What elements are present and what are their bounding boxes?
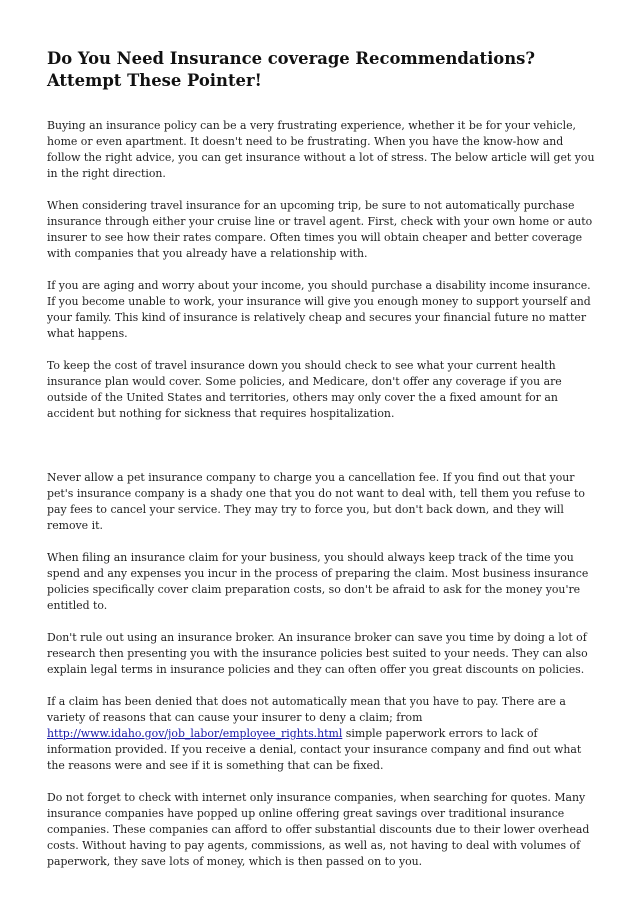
paragraph-pet-insurance: Never allow a pet insurance company to charge you a cancellation fee. If you find out that your pet's insurance company is a shady one that you do not want to deal with, tell them you refuse to pay fees to cancel your service. They may try to force you, but don't back down, and they will remove it. <box>47 471 585 532</box>
paragraph-online-insurers: Do not forget to check with internet only insurance companies, when searching for quotes. Many insurance companies have popped up online offering great savings over traditional insurance companies. These companies can afford to offer substantial discounts due to their lower overhead costs. Without having to pay agents, commissions, as well as, not having to deal with volumes of paperwork, they save lots of money, which is then passed on to you. <box>47 791 590 868</box>
paragraph-disability-insurance: If you are aging and worry about your income, you should purchase a disability income insurance. If you become unable to work, your insurance will give you enough money to support yourself and your family. This kind of insurance is relatively cheap and secures your financial future no matter what happens. <box>47 279 591 340</box>
paragraph-travel-insurance: When considering travel insurance for an upcoming trip, be sure to not automatically purchase insurance through either your cruise line or travel agent. First, check with your own home or auto insurer to see how their rates compare. Often times you will obtain cheaper and better coverage with companies that you already have a relationship with. <box>47 199 593 260</box>
employee-rights-link[interactable]: http://www.idaho.gov/job_labor/employee_rights.html <box>47 727 343 740</box>
paragraph-intro: Buying an insurance policy can be a very frustrating experience, whether it be for your vehicle, home or even apartment. It doesn't need to be frustrating. When you have the know-how and follow the right advice, you can get insurance without a lot of stress. The below article will get you in the right direction. <box>47 119 595 180</box>
denied-claim-text-after: simple paperwork errors to lack of information provided. If you receive a denial, contact your insurance company and find out what the reasons were and see if it is something that can be fixed. <box>47 727 582 772</box>
document-page <box>47 48 595 886</box>
paragraph-business-claim: When filing an insurance claim for your business, you should always keep track of the time you spend and any expenses you incur in the process of preparing the claim. Most business insurance policies specifically cover claim preparation costs, so don't be afraid to ask for the money you're entitled to. <box>47 551 589 612</box>
page-title: Do You Need Insurance coverage Recommendations? Attempt These Pointer! <box>47 49 535 90</box>
denied-claim-text-before: If a claim has been denied that does not automatically mean that you have to pay. There are a variety of reasons that can cause your insurer to deny a claim; from <box>47 695 566 724</box>
paragraph-travel-cost: To keep the cost of travel insurance down you should check to see what your current health insurance plan would cover. Some policies, and Medicare, don't offer any coverage if you are outside of the United States and territories, others may only cover the a fixed amount for an accident but nothing for sickness that requires hospitalization. <box>47 359 562 420</box>
paragraph-insurance-broker: Don't rule out using an insurance broker. An insurance broker can save you time by doing a lot of research then presenting you with the insurance policies best suited to your needs. They can also explain legal terms in insurance policies and they can often offer you great discounts on policies. <box>47 631 588 676</box>
paragraph-denied-claim <box>47 694 595 774</box>
